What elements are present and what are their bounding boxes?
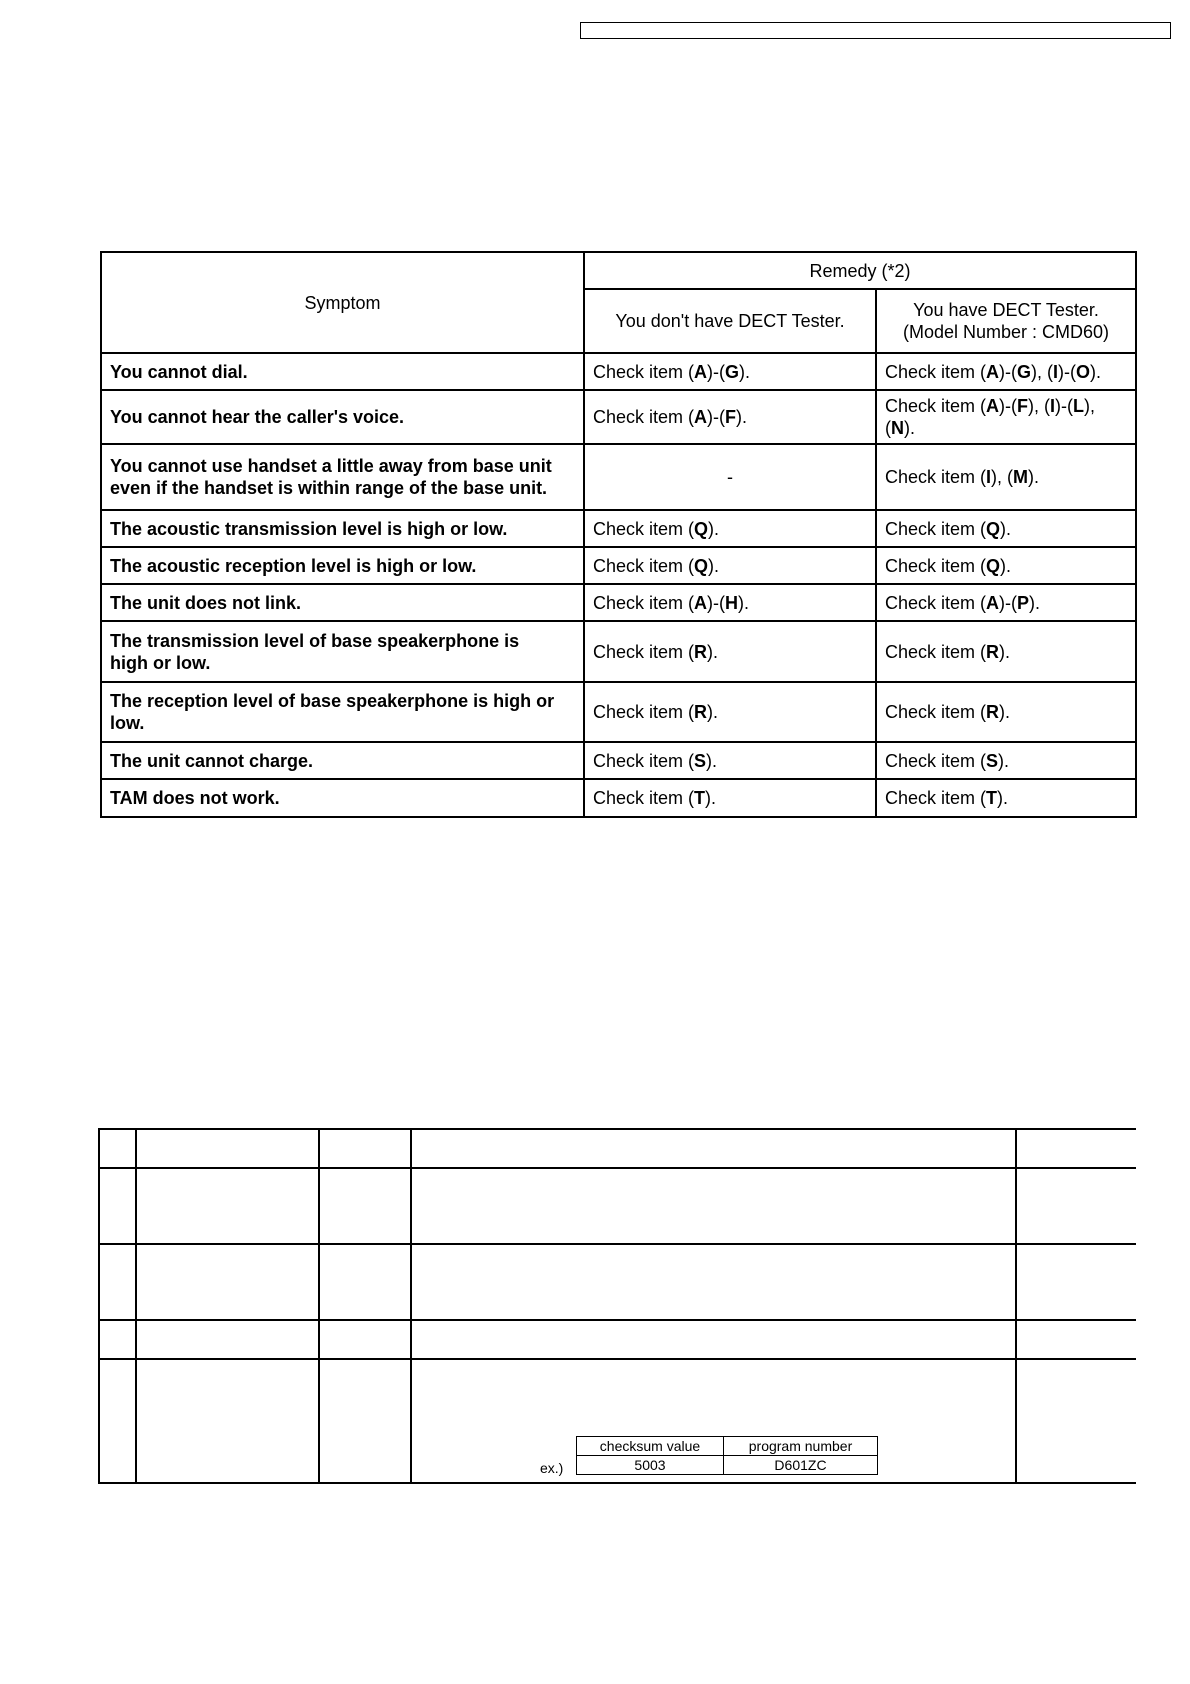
table-cell: [1016, 1359, 1136, 1483]
tester-remedy: [876, 353, 1136, 390]
no-tester-remedy: [584, 779, 876, 817]
tester-remedy: [876, 584, 1136, 621]
check-item-text: Check item (: [885, 361, 987, 382]
check-item-letter: H: [725, 592, 739, 613]
check-item-letter: R: [694, 702, 708, 722]
no-tester-remedy: [584, 547, 876, 584]
symptom-cell: TAM does not work.: [101, 779, 584, 817]
symptom-cell: [101, 682, 584, 742]
check-item-letter: A: [986, 396, 1000, 416]
tester-header: [876, 289, 1136, 353]
check-item-letter: Q: [694, 518, 709, 539]
symptom-line: The reception level of base speakerphone is high or: [110, 691, 555, 711]
check-item-text: Check item (: [593, 750, 695, 771]
check-procedure-table: [98, 1128, 1136, 1484]
check-item-letter: I: [1053, 361, 1059, 382]
check-item-text: Check item (: [885, 518, 987, 539]
table-row: [101, 547, 1136, 584]
no-tester-remedy: [584, 621, 876, 682]
table-cell: [319, 1244, 411, 1320]
check-item-letter: P: [1017, 592, 1030, 613]
check-item-letter: T: [694, 788, 706, 808]
check-item-text: ).: [705, 788, 717, 808]
no-tester-remedy: [584, 510, 876, 547]
check-item-text: ), (: [991, 467, 1014, 487]
table-row: [101, 742, 1136, 779]
check-item-letter: G: [1017, 361, 1032, 382]
table-row: [99, 1244, 1136, 1320]
check-item-text: ).: [738, 592, 750, 613]
check-item-text: )-(: [707, 592, 726, 613]
check-item-letter: Q: [694, 555, 709, 576]
no-tester-remedy: [584, 682, 876, 742]
check-item-text: Check item (: [593, 641, 695, 662]
tester-remedy: [876, 779, 1136, 817]
check-item-text: Check item (: [593, 702, 695, 722]
check-item-text: ).: [736, 407, 748, 427]
symptom-remedy-table: [100, 251, 1137, 818]
check-item-letter: S: [986, 750, 999, 771]
check-item-text: Check item (: [593, 407, 695, 427]
table-row: [101, 682, 1136, 742]
check-item-text: )-(: [707, 361, 726, 382]
check-item-letter: A: [986, 592, 1000, 613]
check-item-text: ).: [1000, 518, 1012, 539]
table-cell: [99, 1168, 136, 1244]
check-item-text: ), (: [885, 396, 1096, 438]
tester-remedy: [876, 547, 1136, 584]
check-item-text: Check item (: [885, 592, 987, 613]
no-tester-remedy: [584, 390, 876, 444]
table-row: [99, 1168, 1136, 1244]
symptom-line: The transmission level of base speakerphone is: [110, 630, 520, 651]
check-item-letter: R: [986, 641, 1000, 662]
check-item-text: Check item (: [885, 555, 987, 576]
table-cell: [136, 1129, 319, 1168]
check-item-text: ).: [1028, 467, 1040, 487]
symptom-cell: The acoustic transmission level is high or low.: [101, 510, 584, 547]
table-row: [101, 353, 1136, 390]
no-tester-remedy: [584, 584, 876, 621]
check-item-text: ).: [739, 361, 751, 382]
check-item-text: Check item (: [885, 788, 987, 808]
table-row: [99, 1129, 1136, 1168]
check-item-text: Check item (: [885, 396, 987, 416]
symptom-cell: The acoustic reception level is high or low.: [101, 547, 584, 584]
no-tester-remedy: [584, 353, 876, 390]
table-cell: [1016, 1320, 1136, 1359]
check-item-letter: M: [1013, 467, 1029, 487]
check-item-letter: Q: [986, 555, 1001, 576]
check-item-text: )-(: [999, 396, 1018, 416]
tester-remedy: [876, 444, 1136, 510]
check-item-text: ), (: [1031, 361, 1054, 382]
table-cell: [99, 1359, 136, 1483]
no-tester-remedy: [584, 742, 876, 779]
check-item-text: Check item (: [593, 361, 695, 382]
symptom-line: You cannot use handset a little away from base unit: [110, 456, 552, 476]
check-item-text: Check item (: [593, 518, 695, 539]
check-item-letter: N: [891, 418, 904, 438]
tester-remedy: [876, 510, 1136, 547]
check-item-letter: I: [1050, 396, 1056, 416]
check-item-letter: A: [694, 592, 708, 613]
check-item-letter: O: [1076, 361, 1091, 382]
no-tester-header: You don't have DECT Tester.: [584, 289, 876, 353]
table-cell: [136, 1359, 319, 1483]
table-cell: [1016, 1244, 1136, 1320]
check-item-text: ).: [999, 702, 1011, 722]
check-item-text: Check item (: [593, 592, 695, 613]
table-cell: [411, 1320, 1016, 1359]
table-row: [101, 621, 1136, 682]
table-row: [101, 584, 1136, 621]
table-cell: [99, 1129, 136, 1168]
check-item-text: Check item (: [885, 750, 987, 771]
check-item-letter: F: [1017, 396, 1029, 416]
check-item-text: ).: [904, 418, 915, 438]
check-item-letter: F: [725, 407, 737, 427]
check-item-text: ).: [707, 641, 719, 662]
program-number: D601ZC: [724, 1456, 878, 1475]
symptom-cell: The unit cannot charge.: [101, 742, 584, 779]
header-box: [580, 22, 1171, 39]
check-item-text: Check item (: [593, 788, 695, 808]
symptom-cell: [101, 621, 584, 682]
table-cell: [1016, 1129, 1136, 1168]
table-cell: [136, 1168, 319, 1244]
table-cell: [99, 1320, 136, 1359]
table-cell: [411, 1129, 1016, 1168]
remedy-header: Remedy (*2): [584, 252, 1136, 289]
table-cell: [319, 1359, 411, 1483]
symptom-line: high or low.: [110, 652, 211, 673]
check-item-text: ).: [999, 641, 1011, 662]
check-item-text: ).: [706, 750, 718, 771]
checksum-table: [576, 1436, 878, 1475]
check-item-text: )-(: [999, 361, 1018, 382]
symptom-cell: You cannot hear the caller's voice.: [101, 390, 584, 444]
check-item-text: ), (: [1028, 396, 1051, 416]
check-item-letter: R: [694, 641, 708, 662]
check-item-text: ).: [998, 750, 1010, 771]
check-item-letter: R: [986, 702, 1000, 722]
checksum-value-header: checksum value: [577, 1437, 724, 1456]
check-item-text: ).: [708, 518, 720, 539]
check-item-text: Check item (: [593, 555, 695, 576]
tester-remedy: [876, 621, 1136, 682]
check-item-text: )-(: [707, 407, 726, 427]
table-row: [101, 390, 1136, 444]
check-item-letter: I: [986, 467, 992, 487]
check-item-text: )-(: [1058, 361, 1077, 382]
table-row: [101, 444, 1136, 510]
check-item-letter: G: [725, 361, 740, 382]
table-row: [99, 1320, 1136, 1359]
check-item-letter: A: [694, 407, 708, 427]
check-item-letter: Q: [986, 518, 1001, 539]
check-item-text: ).: [997, 788, 1009, 808]
check-item-text: Check item (: [885, 467, 987, 487]
table-cell: [319, 1129, 411, 1168]
table-row: [101, 510, 1136, 547]
tester-remedy: [876, 742, 1136, 779]
table-cell: [136, 1320, 319, 1359]
symptom-rows: [101, 353, 1136, 817]
check-item-letter: L: [1073, 396, 1085, 416]
check-item-text: ).: [1029, 592, 1041, 613]
symptom-cell: The unit does not link.: [101, 584, 584, 621]
check-item-text: )-(: [1055, 396, 1074, 416]
check-item-text: ).: [1000, 555, 1012, 576]
table-cell: [136, 1244, 319, 1320]
table-row: [101, 779, 1136, 817]
symptom-cell: You cannot dial.: [101, 353, 584, 390]
symptom-line: low.: [110, 713, 145, 733]
symptom-cell: [101, 444, 584, 510]
check-item-text: ).: [707, 702, 719, 722]
table-cell: [411, 1244, 1016, 1320]
check-item-text: )-(: [999, 592, 1018, 613]
example-prefix: ex.): [540, 1460, 564, 1476]
check-item-letter: S: [694, 750, 707, 771]
tester-remedy: [876, 390, 1136, 444]
check-item-text: ).: [1090, 361, 1102, 382]
table-cell: [319, 1320, 411, 1359]
check-item-letter: T: [986, 788, 998, 808]
check-item-letter: A: [986, 361, 1000, 382]
tester-header-line2: (Model Number : CMD60): [902, 322, 1110, 342]
check-item-text: Check item (: [885, 702, 987, 722]
checksum-value: 5003: [577, 1456, 724, 1475]
symptom-line: even if the handset is within range of the base unit.: [110, 478, 548, 498]
table-cell: [99, 1244, 136, 1320]
tester-header-line1: You have DECT Tester.: [913, 300, 1099, 320]
tester-remedy: [876, 682, 1136, 742]
symptom-header: Symptom: [101, 252, 584, 353]
check-item-text: ).: [708, 555, 720, 576]
program-number-header: program number: [724, 1437, 878, 1456]
check-item-text: Check item (: [885, 641, 987, 662]
check-item-letter: A: [694, 361, 708, 382]
no-tester-remedy: -: [584, 444, 876, 510]
table-cell: [319, 1168, 411, 1244]
table-cell: [1016, 1168, 1136, 1244]
table-cell: [411, 1168, 1016, 1244]
